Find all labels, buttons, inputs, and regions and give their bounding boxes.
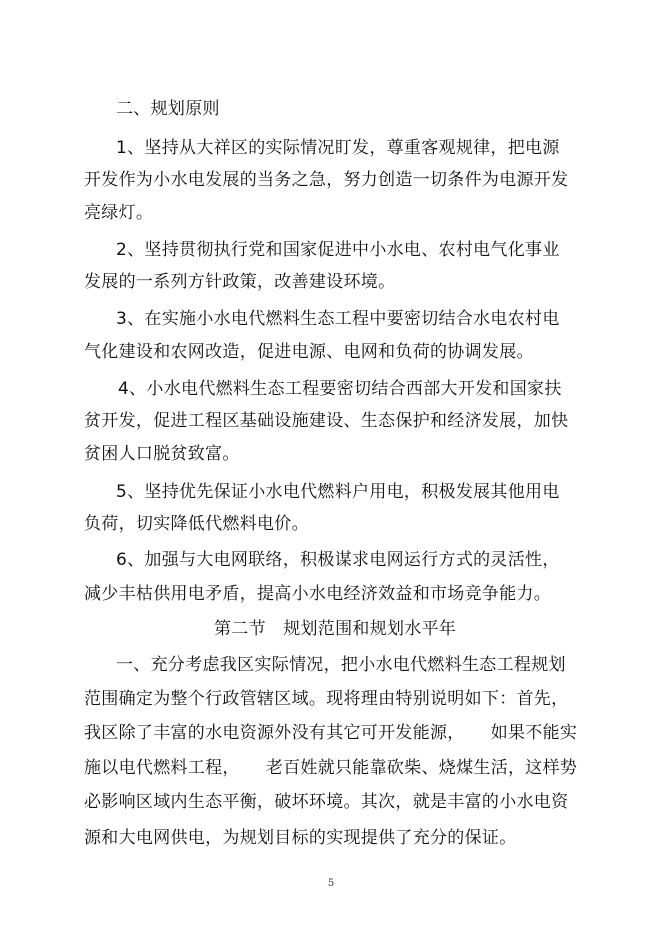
principle-3-line-2: 气化建设和农网改造，促进电源、电网和负荷的协调发展。 — [84, 342, 534, 362]
principle-6-line-1: 6、加强与大电网联络，积极谋求电网运行方式的灵活性， — [116, 550, 560, 570]
page-number: 5 — [327, 878, 335, 889]
principle-4-line-2: 贫开发，促进工程区基础设施建设、生态保护和经济发展，加快 — [84, 411, 569, 431]
principle-5-line-1: 5、坚持优先保证小水电代燃料户用电，积极发展其他用电 — [116, 482, 560, 502]
section-2-para-line-4: 施以电代燃料工程， 老百姓就只能靠砍柴、烧煤生活，这样势 — [84, 758, 578, 778]
principle-6-line-2: 减少丰枯供用电矛盾，提高小水电经济效益和市场竞争能力。 — [84, 584, 552, 604]
section-2-para-line-1: 一、充分考虑我区实际情况，把小水电代燃料生态工程规划 — [116, 655, 566, 675]
principle-5-line-2: 负荷，切实降低代燃料电价。 — [84, 514, 309, 534]
section-2-para-line-6: 源和大电网供电，为规划目标的实现提供了充分的保证。 — [84, 828, 517, 848]
principle-2-line-2: 发展的一系列方针政策，改善建设环境。 — [84, 272, 396, 292]
principle-2-line-1: 2、坚持贯彻执行党和国家促进中小水电、农村电气化事业 — [116, 240, 560, 260]
principle-3-line-1: 3、在实施小水电代燃料生态工程中要密切结合水电农村电 — [116, 309, 560, 329]
principle-1-line-2: 开发作为小水电发展的当务之急，努力创造一切条件为电源开发 — [84, 170, 569, 190]
section-2-para-line-3: 我区除了丰富的水电资源外没有其它可开发能源， 如果不能实 — [84, 723, 578, 743]
section-2-para-line-5: 必影响区域内生态平衡，破坏环境。其次，就是丰富的小水电资 — [84, 792, 569, 812]
principle-4-line-3: 贫困人口脱贫致富。 — [84, 444, 240, 464]
principle-1-line-3: 亮绿灯。 — [84, 203, 154, 223]
principle-1-line-1: 1、坚持从大祥区的实际情况盯发，尊重客观规律，把电源 — [116, 138, 560, 158]
section-2-title: 第二节 规划范围和规划水平年 — [214, 619, 457, 639]
section-heading: 二、规划原则 — [116, 99, 220, 119]
section-2-para-line-2: 范围确定为整个行政管辖区域。现将理由特别说明如下：首先， — [84, 689, 569, 709]
principle-4-line-1: 4、小水电代燃料生态工程要密切结合西部大开发和国家扶 — [118, 379, 562, 399]
